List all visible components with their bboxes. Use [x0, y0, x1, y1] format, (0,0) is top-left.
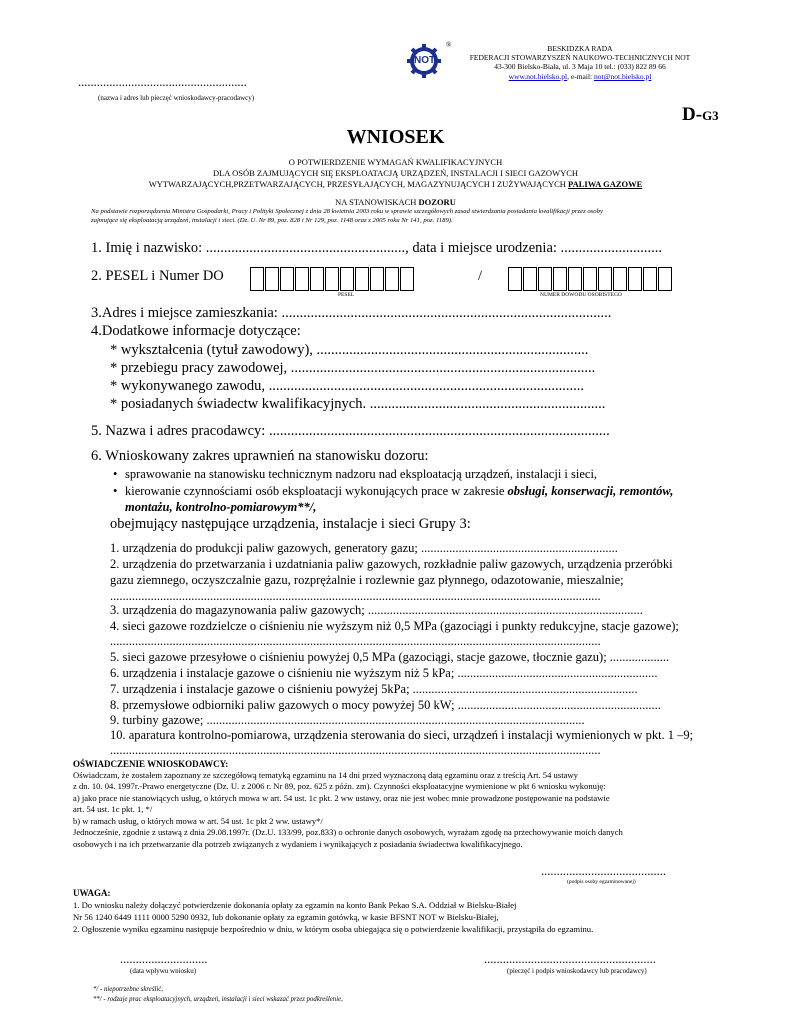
- org-name: BESKIDZKA RADA: [547, 44, 613, 53]
- footnote-underline: **/ - rodzaje prac eksploatacyjnych, urządzeń, instalacji i sieci wskazać przez podkreślenie,: [93, 996, 343, 1003]
- applicant-stamp-caption: (nazwa i adres lub pieczęć wnioskodawcy-pracodawcy): [98, 94, 255, 102]
- logo-text: NOT: [414, 55, 436, 66]
- device-item[interactable]: 6. urządzenia i instalacje gazowe o ciśnieniu nie wyższym niż 5 kPa; ................................................................: [110, 666, 658, 680]
- form-code: [682, 104, 719, 126]
- note-results: 2. Ogłoszenie wyniku egzaminu następuje bezpośrednio w dniu, w którym osoba ubiegająca się o potwierdzenie kwalifikacji, przystąpiła do egzaminu.: [73, 924, 594, 934]
- subtitle-line4: [0, 197, 791, 207]
- subtitle-position: NA STANOWISKACH: [335, 197, 419, 207]
- device-item: gazu ziemnego, oczyszczalnie gazu, rozprężalnie i rozlewnie gaz płynnego, odazotowanie, mieszalnie;: [110, 573, 624, 587]
- field-scope-heading: 6. Wnioskowany zakres uprawnień na stanowisku dozoru:: [91, 448, 429, 464]
- device-item[interactable]: 9. turbiny gazowe; .........................................................................................................................: [110, 713, 585, 727]
- subtitle-line3-text: WYTWARZAJĄCYCH,PRZETWARZAJĄCYCH, PRZESYŁAJĄCYCH, MAGAZYNUJĄCYCH I ZUŻYWAJĄCYCH: [148, 179, 569, 189]
- device-item-blank[interactable]: .............................................................................................................................................................: [110, 634, 601, 648]
- legal-basis-line1: Na podstawie rozporządzenia Ministra Gospodarki, Pracy i Polityki Społecznej z dnia 28 kwietnia 2003 roku w sprawie szczegółowych zasad stwierdzania posiadania kwalifikacji przez osoby: [91, 208, 603, 215]
- subtitle-line3: [0, 179, 791, 189]
- declaration-text: osobowych i na ich przetwarzanie dla potrzeb związanych z wydaniem i wynikających z posiadania świadectwa kwalifikacyjnego.: [73, 839, 523, 849]
- note-payment-account: Nr 56 1240 6449 1111 0000 5290 0932, lub dokonanie opłaty za egzamin gotówką, w kasie BFSNT NOT w Bielsku-Białej,: [73, 912, 499, 922]
- employer-signature-caption: (pieczęć i podpis wnioskodawcy lub pracodawcy): [507, 967, 647, 975]
- device-item-blank[interactable]: .............................................................................................................................................................: [110, 589, 601, 603]
- device-item[interactable]: 2. urządzenia do przetwarzania i uzdatniania paliw gazowych, rozkładnie paliw gazowych, urządzenia przeróbki: [110, 557, 673, 571]
- declaration-text: z dn. 10. 04. 1997r.-Prawo energetyczne (Dz. U. z 2006 r. Nr 89, poz. 625 z późn. zm). Czynności eksploatacyjne wymienione w pkt 6 wniosku wykonuję:: [73, 781, 606, 791]
- field-employer[interactable]: 5. Nazwa i adres pracodawcy: ..............................................................................................: [91, 423, 610, 439]
- declaration-option-b[interactable]: b) w ramach usług, o których mowa w art. 54 ust. 1c pkt 2 ww. ustawy*/: [73, 816, 323, 826]
- device-item[interactable]: 5. sieci gazowe przesyłowe o ciśnieniu powyżej 0,5 MPa (gazociągi, stacje gazowe, tłocznie gazu); ...................: [110, 650, 670, 664]
- website-link[interactable]: www.not.bielsko.pl: [508, 72, 568, 81]
- device-item[interactable]: 4. sieci gazowe rozdzielcze o ciśnieniu nie wyższym niż 0,5 MPa (gazociągi i punkty redukcyjne, stacje gazowe);: [110, 619, 679, 633]
- notes-title: UWAGA:: [73, 888, 111, 898]
- org-federation: FEDERACJI STOWARZYSZEŃ NAUKOWO-TECHNICZNYCH NOT: [469, 53, 691, 62]
- form-code-sub: G3: [702, 108, 719, 123]
- subtitle-line2: DLA OSÓB ZAJMUJĄCYCH SIĘ EKSPLOATACJĄ URZĄDZEŃ, INSTALACJI I SIECI GAZOWYCH: [212, 168, 579, 178]
- note-payment: 1. Do wniosku należy dołączyć potwierdzenie dokonania opłaty za egzamin na konto Bank Pekao S.A. Oddział w Bielsku-Białej: [73, 900, 517, 910]
- field-occupation[interactable]: * wykonywanego zawodu, .......................................................................................: [110, 378, 585, 394]
- field-name-birth[interactable]: 1. Imię i nazwisko: ......................................................., data i miejsce urodzenia: ............................: [91, 240, 663, 256]
- form-code-main: D-: [682, 104, 703, 125]
- declaration-text: Jednocześnie, zgodnie z ustawą z dnia 29.08.1997r. (Dz.U. 133/99, poz.833) o ochronie danych osobowych, wyrażam zgodę na przechowywanie moich danych: [73, 827, 623, 837]
- scope-supervision: • sprawowanie na stanowisku technicznym nadzoru nad eksploatacją urządzeń, instalacji i sieci,: [125, 467, 597, 482]
- examinee-signature-line[interactable]: ........................................: [541, 864, 666, 878]
- field-pesel-label: 2. PESEL i Numer DO: [91, 268, 224, 284]
- email-link[interactable]: not@not.bielsko.pl: [594, 72, 652, 81]
- org-contact: [455, 72, 705, 81]
- field-address[interactable]: 3.Adres i miejsce zamieszkania: ...........................................................................................: [91, 305, 612, 321]
- id-number-caption: NUMER DOWODU OSOBISTEGO: [540, 292, 622, 298]
- declaration-title: OŚWIADCZENIE WNIOSKODAWCY:: [73, 759, 229, 769]
- field-education[interactable]: * wykształcenia (tytuł zawodowy), ...........................................................................: [110, 342, 589, 358]
- footnote-strike: */ - niepotrzebne skreślić,: [93, 986, 163, 993]
- subtitle-line1: O POTWIERDZENIE WYMAGAŃ KWALIFIKACYJNYCH: [288, 157, 503, 167]
- declaration-option-a-cont: art. 54 ust. 1c pkt. 1, */: [73, 804, 153, 814]
- device-item[interactable]: 10. aparatura kontrolno-pomiarowa, urządzenia sterowania do sieci, urządzeń i instalacji wymienionych w pkt. 1 –9;: [110, 728, 694, 742]
- legal-basis-line2: zajmujące się eksploatacją urządzeń, instalacji i sieci. (Dz. U. Nr 89, poz. 828 i Nr 129, poz. 1148 oraz z 2005 roku Nr 141, poz. 1189).: [91, 217, 453, 224]
- scope-group: obejmujący następujące urządzenia, instalacje i sieci Grupy 3:: [110, 516, 471, 532]
- page-title: WNIOSEK: [346, 126, 445, 148]
- logo-registered: ®: [446, 41, 452, 49]
- declaration-option-a[interactable]: a) jako prace nie stanowiących usług, o których mowa w art. 54 ust. 1c pkt. 2 ww ustawy, oraz nie jest wobec mnie prowadzone postępowanie na podstawie: [73, 793, 610, 803]
- receipt-date-line[interactable]: ............................: [120, 952, 208, 966]
- id-number-boxes[interactable]: [508, 267, 675, 289]
- subtitle-fuel: PALIWA GAZOWE: [568, 179, 643, 189]
- scope-work-types[interactable]: obsługi, konserwacji, remontów,: [507, 484, 674, 498]
- email-label: , e-mail:: [567, 72, 595, 81]
- pesel-caption: PESEL: [338, 292, 355, 298]
- declaration-text: Oświadczam, że zostałem zapoznany ze szczegółową tematyką egzaminu na 14 dni przed wyznaczoną datą egzaminu oraz z treścią Art. 54 ustawy: [73, 770, 578, 780]
- org-address: 43-300 Bielsko-Biała, ul. 3 Maja 10 tel.: (033) 822 89 66: [494, 62, 666, 71]
- not-logo: [406, 41, 452, 79]
- field-certificates[interactable]: * posiadanych świadectw kwalifikacyjnych. .................................................................: [110, 396, 606, 412]
- subtitle-supervision: DOZORU: [418, 197, 456, 207]
- receipt-date-caption: (data wpływu wniosku): [130, 967, 197, 975]
- pesel-boxes[interactable]: [250, 267, 417, 289]
- device-item[interactable]: 3. urządzenia do magazynowania paliw gazowych; ........................................................................................: [110, 603, 643, 617]
- applicant-stamp-line[interactable]: ......................................................: [78, 75, 247, 89]
- pesel-slash: /: [478, 268, 483, 284]
- scope-management-text: kierowanie czynnościami osób eksploatacji wykonujących prace w zakresie: [125, 484, 508, 498]
- employer-signature-line[interactable]: .......................................................: [484, 952, 656, 966]
- scope-management: [125, 484, 673, 499]
- field-additional-info: 4.Dodatkowe informacje dotyczące:: [91, 323, 301, 339]
- device-item-blank[interactable]: .............................................................................................................................................................: [110, 743, 601, 757]
- examinee-signature-caption: (podpis osoby egzaminowanej): [567, 879, 636, 885]
- device-item[interactable]: 7. urządzenia i instalacje gazowe o ciśnieniu powyżej 5kPa; ........................................................................: [110, 682, 638, 696]
- field-work-history[interactable]: * przebiegu pracy zawodowej, ....................................................................................: [110, 360, 596, 376]
- device-item[interactable]: 1. urządzenia do produkcji paliw gazowych, generatory gazu; ...............................................................: [110, 541, 618, 555]
- scope-work-types-cont[interactable]: montażu, kontrolno-pomiarowym**/,: [125, 500, 317, 514]
- device-item[interactable]: 8. przemysłowe odbiorniki paliw gazowych o mocy powyżej 50 kW; .................................................................: [110, 698, 661, 712]
